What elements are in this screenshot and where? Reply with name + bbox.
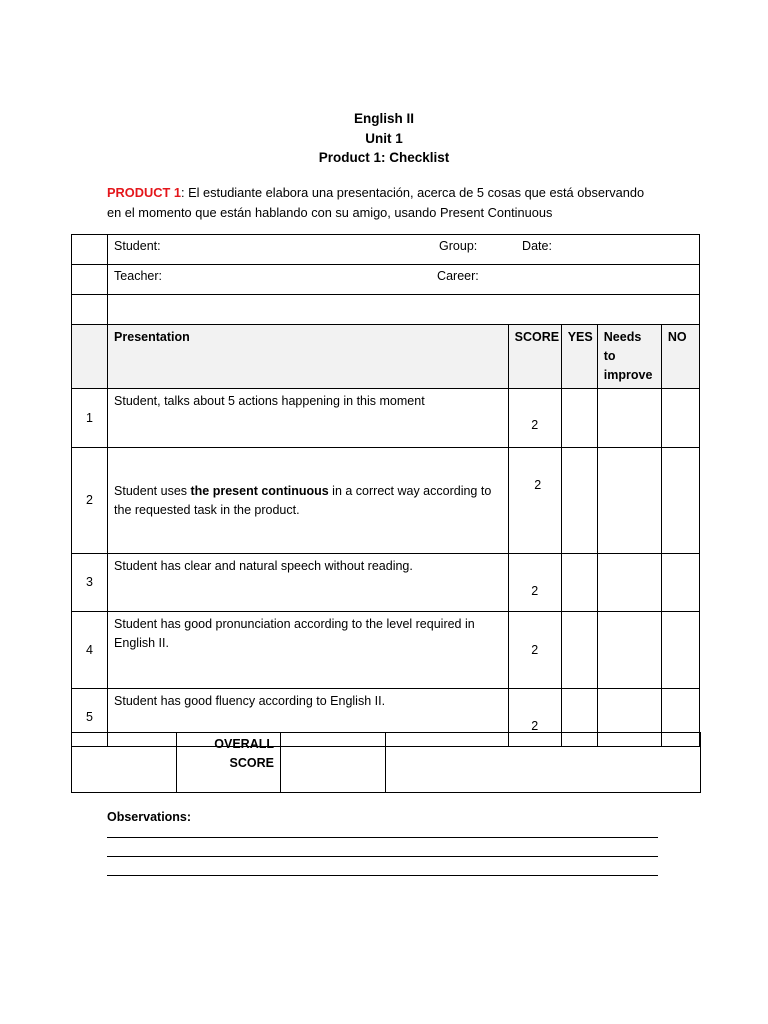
no-cell[interactable] bbox=[661, 612, 699, 689]
criterion-text-bold: the present continuous bbox=[190, 483, 329, 498]
score-cell bbox=[508, 448, 561, 554]
yes-cell[interactable] bbox=[561, 612, 597, 689]
score-cell bbox=[508, 554, 561, 612]
description-line-1: El estudiante elabora una presentación, acerca de 5 cosas que está observando bbox=[184, 185, 645, 200]
criterion-number: 5 bbox=[72, 689, 108, 747]
observation-line[interactable] bbox=[107, 825, 658, 838]
score-header: SCORE bbox=[508, 325, 561, 389]
observations-section bbox=[107, 809, 667, 876]
teacher-row-num-cell bbox=[72, 265, 108, 295]
needs-improve-header bbox=[597, 325, 661, 389]
criterion-number: 2 bbox=[72, 448, 108, 554]
unit-title: Unit 1 bbox=[365, 130, 403, 146]
criterion-text: Student has good fluency according to English II. bbox=[108, 689, 509, 747]
no-header: NO bbox=[661, 325, 699, 389]
student-info-cell[interactable] bbox=[108, 235, 700, 265]
student-label: Student: bbox=[114, 239, 161, 253]
score-cell bbox=[508, 389, 561, 448]
teacher-label: Teacher: bbox=[114, 269, 162, 283]
description-line-2: en el momento que están hablando con su amigo, usando Present Continuous bbox=[107, 205, 553, 220]
criterion-text: Student has clear and natural speech without reading. bbox=[108, 554, 509, 612]
no-cell[interactable] bbox=[661, 389, 699, 448]
student-row-num-cell bbox=[72, 235, 108, 265]
career-label: Career: bbox=[437, 269, 479, 283]
yes-cell[interactable] bbox=[561, 448, 597, 554]
teacher-row bbox=[72, 265, 700, 295]
criterion-number: 4 bbox=[72, 612, 108, 689]
no-cell[interactable] bbox=[661, 554, 699, 612]
overall-blank-cell bbox=[72, 733, 177, 793]
needs-improve-cell[interactable] bbox=[597, 554, 661, 612]
presentation-header: Presentation bbox=[108, 325, 509, 389]
overall-score-input[interactable] bbox=[281, 733, 386, 793]
criterion-text: Student, talks about 5 actions happening in this moment bbox=[108, 389, 509, 448]
course-title: English II bbox=[353, 111, 414, 126]
checklist-table bbox=[71, 234, 700, 747]
needs-improve-cell[interactable] bbox=[597, 389, 661, 448]
criterion-number: 1 bbox=[72, 389, 108, 448]
observation-line[interactable] bbox=[107, 838, 658, 857]
date-label: Date: bbox=[522, 239, 552, 253]
observations-title: Observations: bbox=[107, 810, 192, 824]
observation-line[interactable] bbox=[107, 857, 658, 876]
yes-header: YES bbox=[561, 325, 597, 389]
needs-label-1: Needs to bbox=[603, 330, 642, 363]
needs-label-2: improve bbox=[603, 368, 653, 382]
blank-num-cell bbox=[72, 295, 108, 325]
criterion-text bbox=[108, 448, 509, 554]
product-description bbox=[107, 183, 707, 223]
criterion-row bbox=[72, 448, 700, 554]
criterion-number: 3 bbox=[72, 554, 108, 612]
overall-row bbox=[72, 733, 701, 793]
group-label: Group: bbox=[439, 239, 478, 253]
needs-improve-cell[interactable] bbox=[597, 612, 661, 689]
overall-score-label bbox=[177, 733, 281, 793]
criterion-row bbox=[72, 612, 700, 689]
document-header bbox=[0, 109, 768, 168]
score-value: 2 bbox=[531, 418, 539, 432]
overall-label-2: SCORE bbox=[229, 756, 274, 770]
overall-notes-cell[interactable] bbox=[386, 733, 701, 793]
score-value: 2 bbox=[531, 719, 539, 733]
needs-improve-cell[interactable] bbox=[597, 448, 661, 554]
teacher-info-cell[interactable] bbox=[108, 265, 700, 295]
score-cell bbox=[508, 612, 561, 689]
yes-cell[interactable] bbox=[561, 554, 597, 612]
criterion-text-pre: Student uses bbox=[114, 483, 191, 498]
column-header-row bbox=[72, 325, 700, 389]
score-value: 2 bbox=[531, 584, 539, 598]
header-num-cell bbox=[72, 325, 108, 389]
product-label: PRODUCT 1 bbox=[107, 185, 181, 200]
product-colon: : bbox=[180, 185, 185, 200]
score-value: 2 bbox=[534, 478, 542, 492]
no-cell[interactable] bbox=[661, 448, 699, 554]
overall-label-1: OVERALL bbox=[214, 737, 274, 751]
yes-cell[interactable] bbox=[561, 389, 597, 448]
blank-cell bbox=[108, 295, 700, 325]
student-row bbox=[72, 235, 700, 265]
criterion-row bbox=[72, 554, 700, 612]
score-value: 2 bbox=[531, 643, 539, 657]
product-title: Product 1: Checklist bbox=[318, 150, 450, 165]
blank-row bbox=[72, 295, 700, 325]
criterion-text: Student has good pronunciation according to the level required in English II. bbox=[108, 612, 509, 689]
criterion-text-post: in a correct way according to the requested task in the product. bbox=[114, 483, 492, 517]
criterion-row bbox=[72, 389, 700, 448]
overall-score-table bbox=[71, 732, 701, 793]
